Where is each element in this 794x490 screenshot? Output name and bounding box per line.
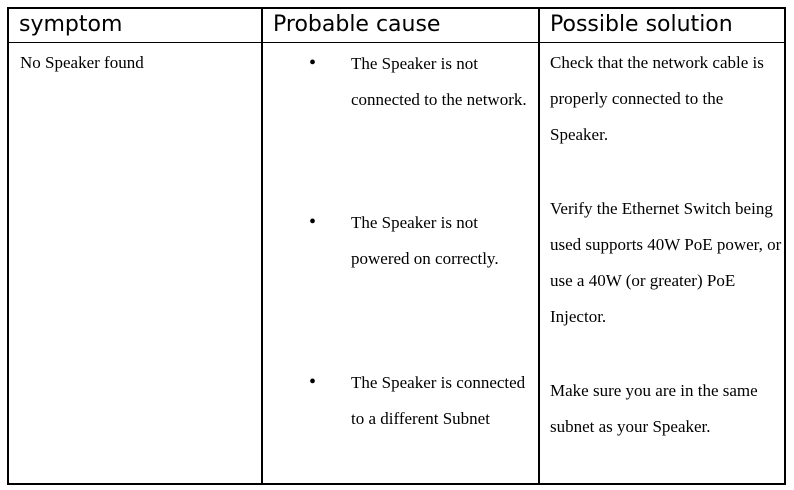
solution-item: Make sure you are in the same subnet as your Speaker. bbox=[550, 381, 758, 436]
cause-item: The Speaker is connected to a different Subnet bbox=[351, 373, 526, 428]
troubleshooting-table bbox=[7, 7, 786, 485]
bullet-icon: • bbox=[309, 52, 317, 74]
column-divider bbox=[261, 9, 263, 483]
table-header-row bbox=[9, 9, 784, 43]
header-symptom: symptom bbox=[19, 12, 123, 37]
cause-item: The Speaker is not connected to the network. bbox=[351, 54, 527, 109]
cause-item: The Speaker is not powered on correctly. bbox=[351, 213, 499, 268]
column-divider bbox=[538, 9, 540, 483]
solution-item: Check that the network cable is properly connected to the Speaker. bbox=[550, 53, 764, 144]
header-possible-solution: Possible solution bbox=[550, 12, 733, 37]
header-probable-cause: Probable cause bbox=[273, 12, 441, 37]
symptom-cell: No Speaker found bbox=[20, 53, 144, 72]
bullet-icon: • bbox=[309, 371, 317, 393]
solution-item: Verify the Ethernet Switch being used supports 40W PoE power, or use a 40W (or greater) PoE Injector. bbox=[550, 199, 782, 326]
bullet-icon: • bbox=[309, 211, 317, 233]
